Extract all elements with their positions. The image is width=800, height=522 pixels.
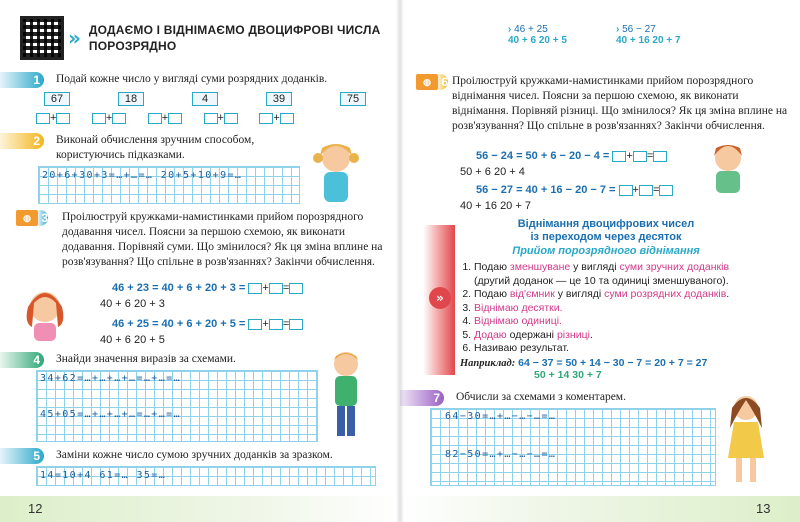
page-number: 12 xyxy=(28,501,43,516)
task-7 xyxy=(400,390,626,406)
bead-activity-icon: ◍ xyxy=(16,210,38,226)
task-3 xyxy=(0,210,48,226)
task-number: 6 xyxy=(438,74,448,90)
task-6 xyxy=(400,74,448,90)
rule-steps xyxy=(474,261,756,356)
girl-illustration xyxy=(312,138,366,206)
task-number: 4 xyxy=(0,352,44,368)
rule-box: Віднімання двоцифрових чисел із переходом через десяток Прийом порозрядного віднімання 1. Подаю зменшуване у вигляді суми зручних доданків (другий доданок — це 10 та одиниці зменшуваного). 2. Подаю від'ємник у вигляді суми розрядних доданків. 3. Віднімаю десятки. 4. Віднімаю одиниці. 5. Додаю одержані різниці. 6. Називаю результат. Наприклад: 64 − 37 = 50 + 14 − 30 − 7 = 20 + 7 = 27 50 + 14 30 + 7 xyxy=(456,218,756,388)
rule-step: 3. Віднімаю десятки. xyxy=(474,302,756,316)
double-chevron-icon: » xyxy=(429,287,451,309)
number-box: 39 xyxy=(266,92,292,106)
footer-band xyxy=(400,496,800,522)
grid-expression: 20+6+30+3=…+…=… 20+5+10+9=… xyxy=(42,170,243,181)
rule-step: 5. Додаю одержані різниці. xyxy=(474,329,756,343)
header-example-addition: › 46 + 25 40 + 6 20 + 5 xyxy=(508,24,567,46)
task-5 xyxy=(0,448,333,464)
footer-band xyxy=(0,496,400,522)
example-expression: 56 − 24 = 50 + 6 − 20 − 4 = + = xyxy=(476,150,667,162)
task-text: Обчисли за схемами з коментарем. xyxy=(456,391,626,403)
rule-example: Наприклад: 64 − 37 = 50 + 14 − 30 − 7 = 20 + 7 = 27 xyxy=(460,356,708,369)
number-box: 4 xyxy=(192,92,218,106)
grid-expression: 64−30=…+…−…−…=… xyxy=(445,411,557,422)
example-decomposition: 50 + 6 20 + 4 xyxy=(460,166,525,178)
grid-expression: 45+05=…+…+…+…=…+…=… xyxy=(40,409,181,420)
task-number: 3 xyxy=(38,210,48,226)
example-expression: 46 + 25 = 40 + 6 + 20 + 5 = + = xyxy=(112,318,303,330)
example-expression: 46 + 23 = 40 + 6 + 20 + 3 = + = xyxy=(112,282,303,294)
example-decomposition: 40 + 16 20 + 7 xyxy=(460,200,531,212)
task-text: Знайди значення виразів за схемами. xyxy=(56,353,236,365)
girl-redhead-illustration xyxy=(20,283,70,343)
boy-illustration xyxy=(326,348,366,440)
rule-step: 4. Віднімаю одиниці. xyxy=(474,315,756,329)
task-number: 5 xyxy=(0,448,44,464)
qr-code-icon[interactable] xyxy=(20,16,64,60)
grid-expression: 82−50=…+…−…−…=… xyxy=(445,449,557,460)
math-grid[interactable] xyxy=(36,466,376,486)
task-4 xyxy=(0,352,236,368)
task-number: 1 xyxy=(0,72,44,88)
page-number: 13 xyxy=(756,501,771,516)
boy-redhead-illustration xyxy=(706,138,750,194)
rule-step: 2. Подаю від'ємник у вигляді суми розрядних доданків. xyxy=(474,288,756,302)
grid-expression: 34+62=…+…+…+…=…+…=… xyxy=(40,373,181,384)
example-decomposition: 40 + 6 20 + 3 xyxy=(100,298,165,310)
number-box: 75 xyxy=(340,92,366,106)
bead-activity-icon: ◍ xyxy=(416,74,438,90)
task-2 xyxy=(0,133,254,163)
rule-step: 6. Називаю результат. xyxy=(474,342,756,356)
book-gutter xyxy=(396,0,404,522)
example-expression: 56 − 27 = 40 + 16 − 20 − 7 = + = xyxy=(476,184,673,196)
task-text: Заміни кожне число сумою зручних доданків за зразком. xyxy=(56,449,333,461)
math-grid[interactable] xyxy=(38,166,300,204)
girl-brunette-illustration xyxy=(724,392,768,488)
number-box: 67 xyxy=(44,92,70,106)
example-decomposition: 40 + 6 20 + 5 xyxy=(100,334,165,346)
number-box: 18 xyxy=(118,92,144,106)
rule-example-decomposition: 50 + 14 30 + 7 xyxy=(534,368,602,381)
rule-side-tab xyxy=(423,225,455,375)
answer-boxes-row[interactable]: + + + + + xyxy=(36,112,294,124)
task-number: 7 xyxy=(400,390,444,406)
lesson-title: ДОДАЄМО І ВІДНІМАЄМО ДВОЦИФРОВІ ЧИСЛА ПОРОЗРЯДНО xyxy=(88,23,381,53)
task-1 xyxy=(0,72,327,88)
math-grid[interactable] xyxy=(36,370,318,442)
lesson-header xyxy=(20,12,400,64)
header-example-subtraction: › 56 − 27 40 + 16 20 + 7 xyxy=(616,24,681,46)
math-grid[interactable] xyxy=(430,408,716,486)
task-text: Подай кожне число у вигляді суми розрядних доданків. xyxy=(56,73,328,85)
rule-step: 1. Подаю зменшуване у вигляді суми зручних доданків (другий доданок — це 10 та одиниці зменшуваного). xyxy=(474,261,756,288)
task-text: Проілюструй кружками-намистинками прийом порозрядного додавання чисел. Поясни за першою схемою, як виконати додавання. Порівняй суми. Що змінилося? Як ця зміна вплине на розв'язування? Що спільне в розв'язаннях? Закінчи обчислення. xyxy=(62,211,383,268)
task-text: Проілюструй кружками-намистинками прийом порозрядного віднімання чисел. Поясни за першою схемою, як виконати віднімання. Порівняй різниці. Що змінилося? Як ця зміна вплине на розв'язування? Що спільне в розв'язаннях? Закінчи обчислення. xyxy=(452,75,788,132)
task-text: Виконай обчислення зручним способом, користуючись підказками. xyxy=(56,134,255,161)
task-number: 2 xyxy=(0,133,44,149)
grid-expression: 14=10+4 61=… 35=… xyxy=(40,470,167,481)
double-chevron-icon: » xyxy=(68,26,81,50)
